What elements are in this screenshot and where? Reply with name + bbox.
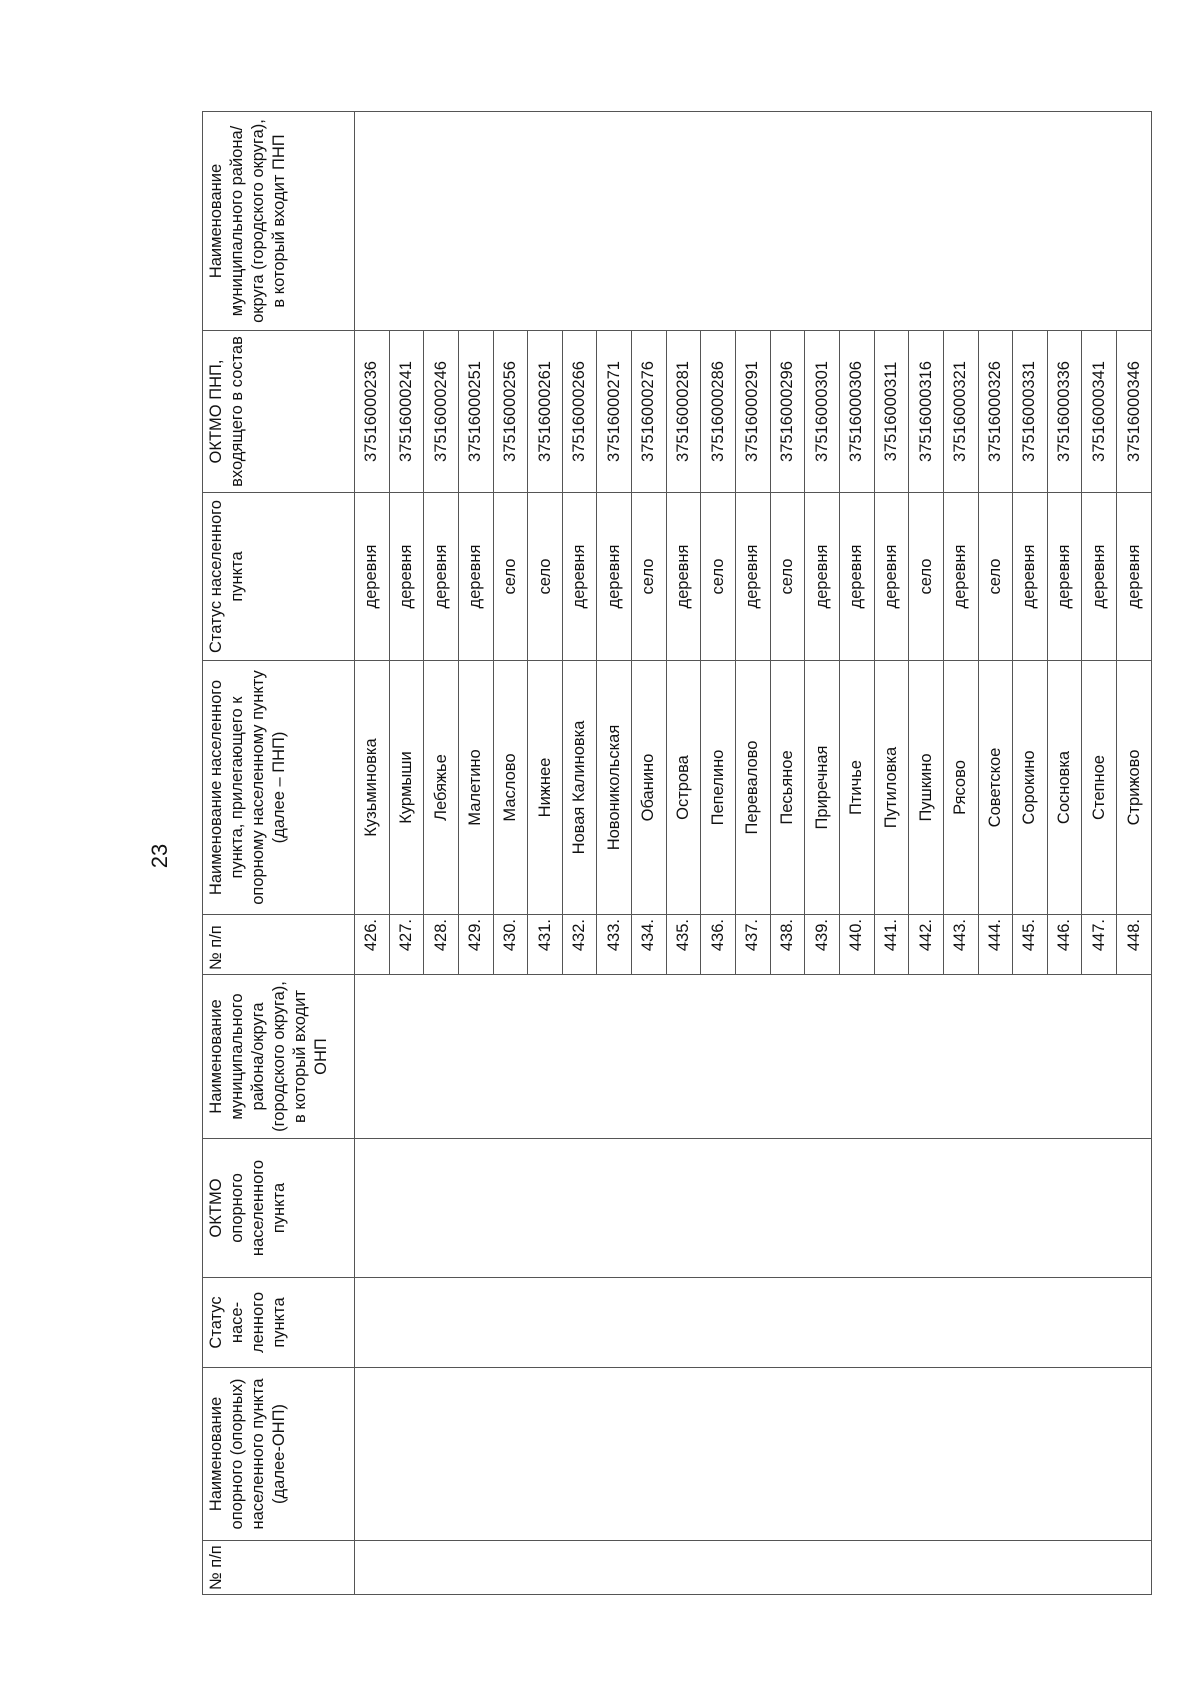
- row-number: 430.: [493, 915, 528, 975]
- header-pnp-district: Наименование муниципального района/округа (городского округа), в который входит ПНП: [203, 112, 355, 331]
- header-onp-name: Наименование опорного (опорных) населенного пункта (далее-ОНП): [203, 1368, 355, 1541]
- settlement-name: Нижнее: [528, 661, 563, 915]
- row-number: 434.: [632, 915, 667, 975]
- settlement-oktmo: 37516000306: [839, 331, 874, 493]
- table-row: [355, 112, 390, 1595]
- rotated-table-container: [202, 112, 1152, 1595]
- settlement-name: Стрижово: [1117, 661, 1152, 915]
- settlement-status: деревня: [1082, 493, 1117, 661]
- settlement-oktmo: 37516000281: [666, 331, 701, 493]
- settlement-status: деревня: [666, 493, 701, 661]
- row-number: 444.: [978, 915, 1013, 975]
- settlement-name: Песьяное: [770, 661, 805, 915]
- row-number: 448.: [1117, 915, 1152, 975]
- settlement-oktmo: 37516000271: [597, 331, 632, 493]
- settlement-status: деревня: [1047, 493, 1082, 661]
- settlement-name: Сорокино: [1013, 661, 1048, 915]
- row-number: 443.: [943, 915, 978, 975]
- settlement-status: село: [978, 493, 1013, 661]
- row-number: 426.: [355, 915, 390, 975]
- row-number: 431.: [528, 915, 563, 975]
- settlement-name: Маслово: [493, 661, 528, 915]
- settlement-name: Кузьминовка: [355, 661, 390, 915]
- settlement-status: деревня: [458, 493, 493, 661]
- settlement-status: деревня: [736, 493, 771, 661]
- onp-district-cell: [355, 975, 1152, 1139]
- settlement-status: село: [632, 493, 667, 661]
- settlement-oktmo: 37516000261: [528, 331, 563, 493]
- header-pnp-oktmo: ОКТМО ПНП, входящего в состав: [203, 331, 355, 493]
- settlement-status: деревня: [355, 493, 390, 661]
- settlement-status: деревня: [1117, 493, 1152, 661]
- settlement-oktmo: 37516000246: [424, 331, 459, 493]
- settlement-name: Степное: [1082, 661, 1117, 915]
- settlement-oktmo: 37516000336: [1047, 331, 1082, 493]
- settlement-oktmo: 37516000311: [874, 331, 909, 493]
- row-number: 442.: [909, 915, 944, 975]
- header-row: [203, 112, 355, 1595]
- settlement-oktmo: 37516000341: [1082, 331, 1117, 493]
- row-number: 437.: [736, 915, 771, 975]
- settlement-status: деревня: [943, 493, 978, 661]
- settlement-oktmo: 37516000346: [1117, 331, 1152, 493]
- row-number: 441.: [874, 915, 909, 975]
- header-onp-district: Наименование муниципального района/округа (городского округа), в который входит ОНП: [203, 975, 355, 1139]
- settlement-status: деревня: [874, 493, 909, 661]
- settlement-name: Сосновка: [1047, 661, 1082, 915]
- row-number: 436.: [701, 915, 736, 975]
- settlement-name: Острова: [666, 661, 701, 915]
- settlement-oktmo: 37516000236: [355, 331, 390, 493]
- settlement-name: Малетино: [458, 661, 493, 915]
- settlement-oktmo: 37516000241: [389, 331, 424, 493]
- settlement-oktmo: 37516000266: [562, 331, 597, 493]
- settlement-oktmo: 37516000301: [805, 331, 840, 493]
- settlement-name: Пушкино: [909, 661, 944, 915]
- settlement-name: Путиловка: [874, 661, 909, 915]
- row-number: 432.: [562, 915, 597, 975]
- settlements-table: [202, 111, 1152, 1595]
- settlement-name: Приречная: [805, 661, 840, 915]
- row-number: 447.: [1082, 915, 1117, 975]
- row-number: 439.: [805, 915, 840, 975]
- settlement-name: Советское: [978, 661, 1013, 915]
- settlement-oktmo: 37516000321: [943, 331, 978, 493]
- settlement-oktmo: 37516000291: [736, 331, 771, 493]
- settlement-oktmo: 37516000326: [978, 331, 1013, 493]
- settlement-name: Рясово: [943, 661, 978, 915]
- settlement-name: Пепелино: [701, 661, 736, 915]
- table-body: [355, 112, 1152, 1595]
- onp-name-cell: [355, 1368, 1152, 1541]
- settlement-oktmo: 37516000296: [770, 331, 805, 493]
- settlement-status: село: [909, 493, 944, 661]
- settlement-name: Лебяжье: [424, 661, 459, 915]
- settlement-name: Перевалово: [736, 661, 771, 915]
- settlement-name: Птичье: [839, 661, 874, 915]
- settlement-oktmo: 37516000286: [701, 331, 736, 493]
- pnp-district-cell: [355, 112, 1152, 331]
- settlement-name: Курмыши: [389, 661, 424, 915]
- settlement-name: Новая Калиновка: [562, 661, 597, 915]
- onp-status-cell: [355, 1278, 1152, 1368]
- settlement-oktmo: 37516000331: [1013, 331, 1048, 493]
- row-number: 433.: [597, 915, 632, 975]
- header-onp-oktmo: ОКТМО опорного населенного пункта: [203, 1139, 355, 1278]
- row-number: 429.: [458, 915, 493, 975]
- settlement-oktmo: 37516000276: [632, 331, 667, 493]
- settlement-status: деревня: [805, 493, 840, 661]
- settlement-name: Обанино: [632, 661, 667, 915]
- header-pnp-status: Статус населенного пункта: [203, 493, 355, 661]
- row-number: 445.: [1013, 915, 1048, 975]
- header-onp-num: № п/п: [203, 1541, 355, 1595]
- header-pnp-name: Наименование населенного пункта, прилегающего к опорному населенному пункту (далее – ПНП): [203, 661, 355, 915]
- row-number: 427.: [389, 915, 424, 975]
- row-number: 446.: [1047, 915, 1082, 975]
- header-onp-status: Статус насе-ленного пункта: [203, 1278, 355, 1368]
- row-number: 435.: [666, 915, 701, 975]
- settlement-status: деревня: [839, 493, 874, 661]
- row-number: 428.: [424, 915, 459, 975]
- settlement-name: Новоникольская: [597, 661, 632, 915]
- settlement-status: деревня: [424, 493, 459, 661]
- settlement-status: село: [770, 493, 805, 661]
- settlement-status: село: [701, 493, 736, 661]
- settlement-oktmo: 37516000256: [493, 331, 528, 493]
- settlement-status: деревня: [597, 493, 632, 661]
- settlement-status: село: [528, 493, 563, 661]
- settlement-status: деревня: [562, 493, 597, 661]
- row-number: 438.: [770, 915, 805, 975]
- page-number: 23: [147, 843, 172, 869]
- onp-num-cell: [355, 1541, 1152, 1595]
- onp-oktmo-cell: [355, 1139, 1152, 1278]
- settlement-status: деревня: [1013, 493, 1048, 661]
- settlement-oktmo: 37516000316: [909, 331, 944, 493]
- row-number: 440.: [839, 915, 874, 975]
- settlement-oktmo: 37516000251: [458, 331, 493, 493]
- settlement-status: село: [493, 493, 528, 661]
- header-pnp-num: № п/п: [203, 915, 355, 975]
- settlement-status: деревня: [389, 493, 424, 661]
